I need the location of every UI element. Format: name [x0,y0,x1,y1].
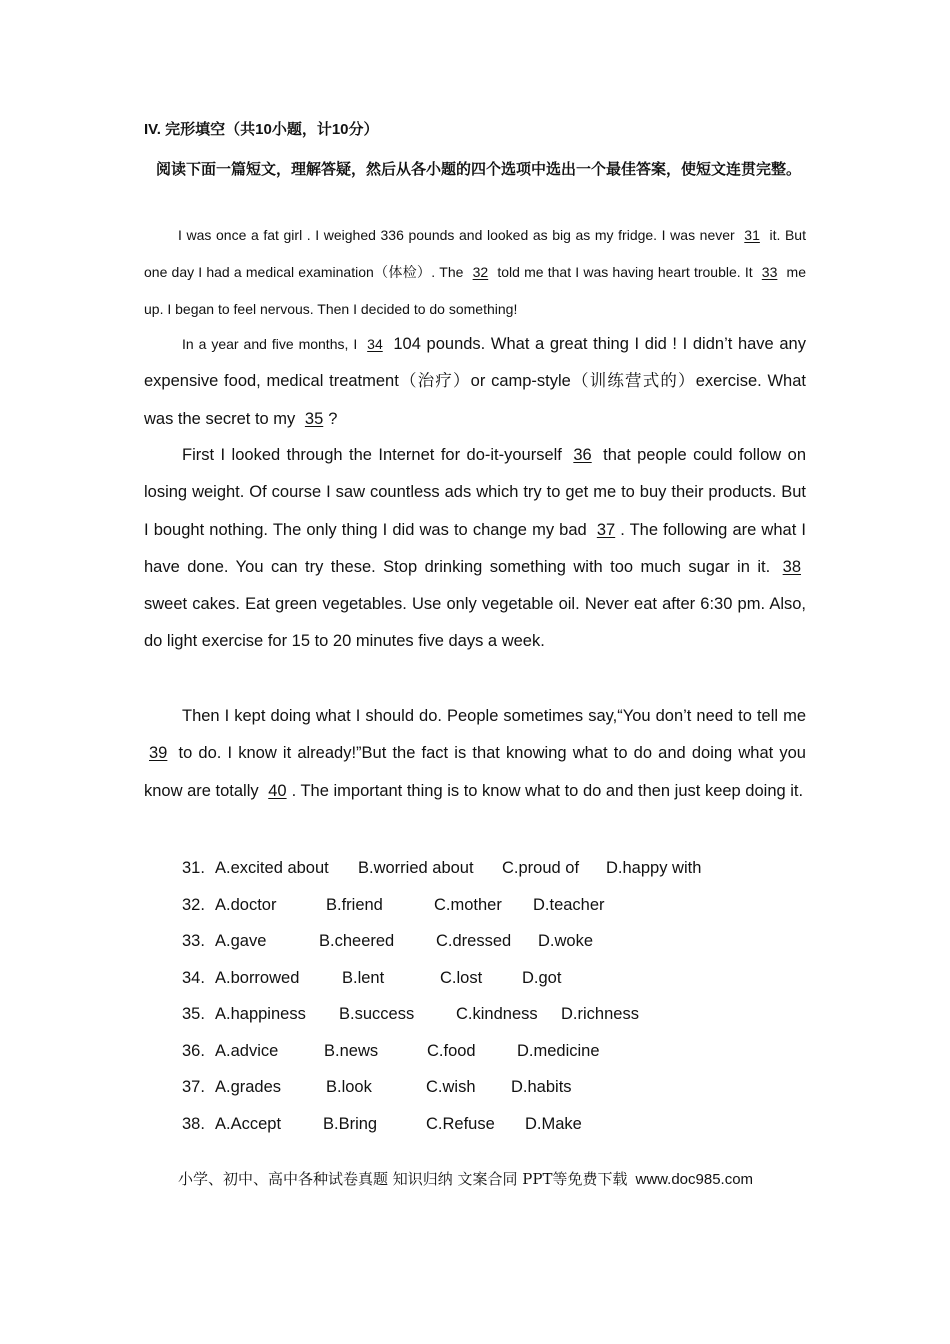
option-b: B.Bring [323,1114,378,1133]
text: told me that I was having heart trouble. It [493,264,757,280]
option-d: D.teacher [533,895,605,914]
option-d: D.happy with [606,859,702,877]
blank-38: 38 [782,557,801,576]
option-d: D.richness [561,1005,639,1023]
option-a: A.happiness [215,1005,306,1023]
text: 104 pounds. What a great thing I did ! I didn’t have any expensive food, medical treatment（治疗）or camp-style（训练营式的）exercise. What was the secret to my [144,335,806,428]
footer [178,1168,753,1189]
option-a: A.grades [215,1078,282,1096]
option-a: A.gave [215,932,267,950]
question-number: 37. [182,1078,205,1096]
question-number: 35. [182,1005,205,1023]
footer-text: 小学、初中、高中各种试卷真题 知识归纳 文案合同 PPT等免费下载 [178,1170,628,1188]
option-d: D.habits [511,1078,572,1096]
paragraph-3 [144,437,806,661]
question-number: 31. [182,859,205,877]
option-d: D.woke [538,932,594,950]
text: me up. I began to feel nervous. Then I decided to do something! [144,264,807,317]
blank-32: 32 [472,264,489,280]
option-b: B.success [339,1005,415,1023]
option-d: D.Make [525,1114,582,1133]
text: that people could follow on losing weight. Of course I saw countless ads which try to get me to buy their products. But I bought nothing. The only thing I did was to change my bad [144,446,806,539]
paragraph-2 [144,326,806,438]
option-b: B.friend [326,895,383,914]
option-c: C.mother [434,895,502,914]
option-d: D.got [522,968,562,987]
footer-url[interactable]: www.doc985.com [635,1171,754,1188]
blank-39: 39 [149,744,168,763]
option-a: A.Accept [215,1114,282,1133]
text: In a year and five months, I [182,336,363,352]
option-a: A.doctor [215,895,277,914]
option-d: D.medicine [517,1041,600,1060]
text: . The important thing is to know what to do and then just keep doing it. [291,781,804,800]
option-a: A.borrowed [215,968,300,987]
option-c: C.dressed [436,932,512,950]
text: to do. I know it already!”But the fact is that knowing what to do and doing what you know are totally [144,744,806,800]
question-number: 34. [182,968,205,987]
text: First I looked through the Internet for do-it-yourself [182,446,569,464]
text: ? [328,409,338,428]
text: . The following are what I have done. You can try these. Stop drinking something with too much sugar in it. [144,520,806,576]
question-number: 33. [182,932,205,950]
text: Then I kept doing what I should do. People sometimes say,“You don’t need to tell me [182,707,806,725]
paragraph-1 [144,217,806,328]
text: it. But one day I had a medical examination（体检）. The [144,227,806,280]
instructions: 阅读下面一篇短文，理解答疑，然后从各小题的四个选项中选出一个最佳答案，使短文连贯完整。 [156,161,802,178]
option-c: C.kindness [456,1005,538,1023]
option-a: A.advice [215,1041,279,1060]
blank-33: 33 [761,264,778,280]
option-b: B.lent [342,968,385,987]
text: sweet cakes. Eat green vegetables. Use only vegetable oil. Never eat after 6:30 pm. Also, do light exercise for 15 to 20 minutes five days a week. [144,595,806,651]
blank-37: 37 [596,520,616,539]
option-c: C.proud of [502,859,580,877]
option-a: A.excited about [215,859,329,877]
paragraph-4 [144,698,806,810]
option-c: C.food [427,1041,476,1060]
option-b: B.look [326,1078,372,1096]
option-c: C.lost [440,968,483,987]
blank-34: 34 [367,336,383,352]
blank-40: 40 [268,781,287,800]
option-b: B.worried about [358,859,474,877]
option-c: C.Refuse [426,1114,495,1133]
option-b: B.cheered [319,932,395,950]
blank-36: 36 [573,446,592,464]
blank-31: 31 [744,227,760,243]
question-number: 38. [182,1114,205,1133]
question-number: 36. [182,1041,205,1060]
question-number: 32. [182,895,205,914]
option-c: C.wish [426,1078,476,1096]
section-title: IV. 完形填空（共10小题，计10分） [144,121,379,138]
blank-35: 35 [304,409,324,428]
text: I was once a fat girl . I weighed 336 pounds and looked as big as my fridge. I was never [178,227,740,243]
option-b: B.news [324,1041,379,1060]
